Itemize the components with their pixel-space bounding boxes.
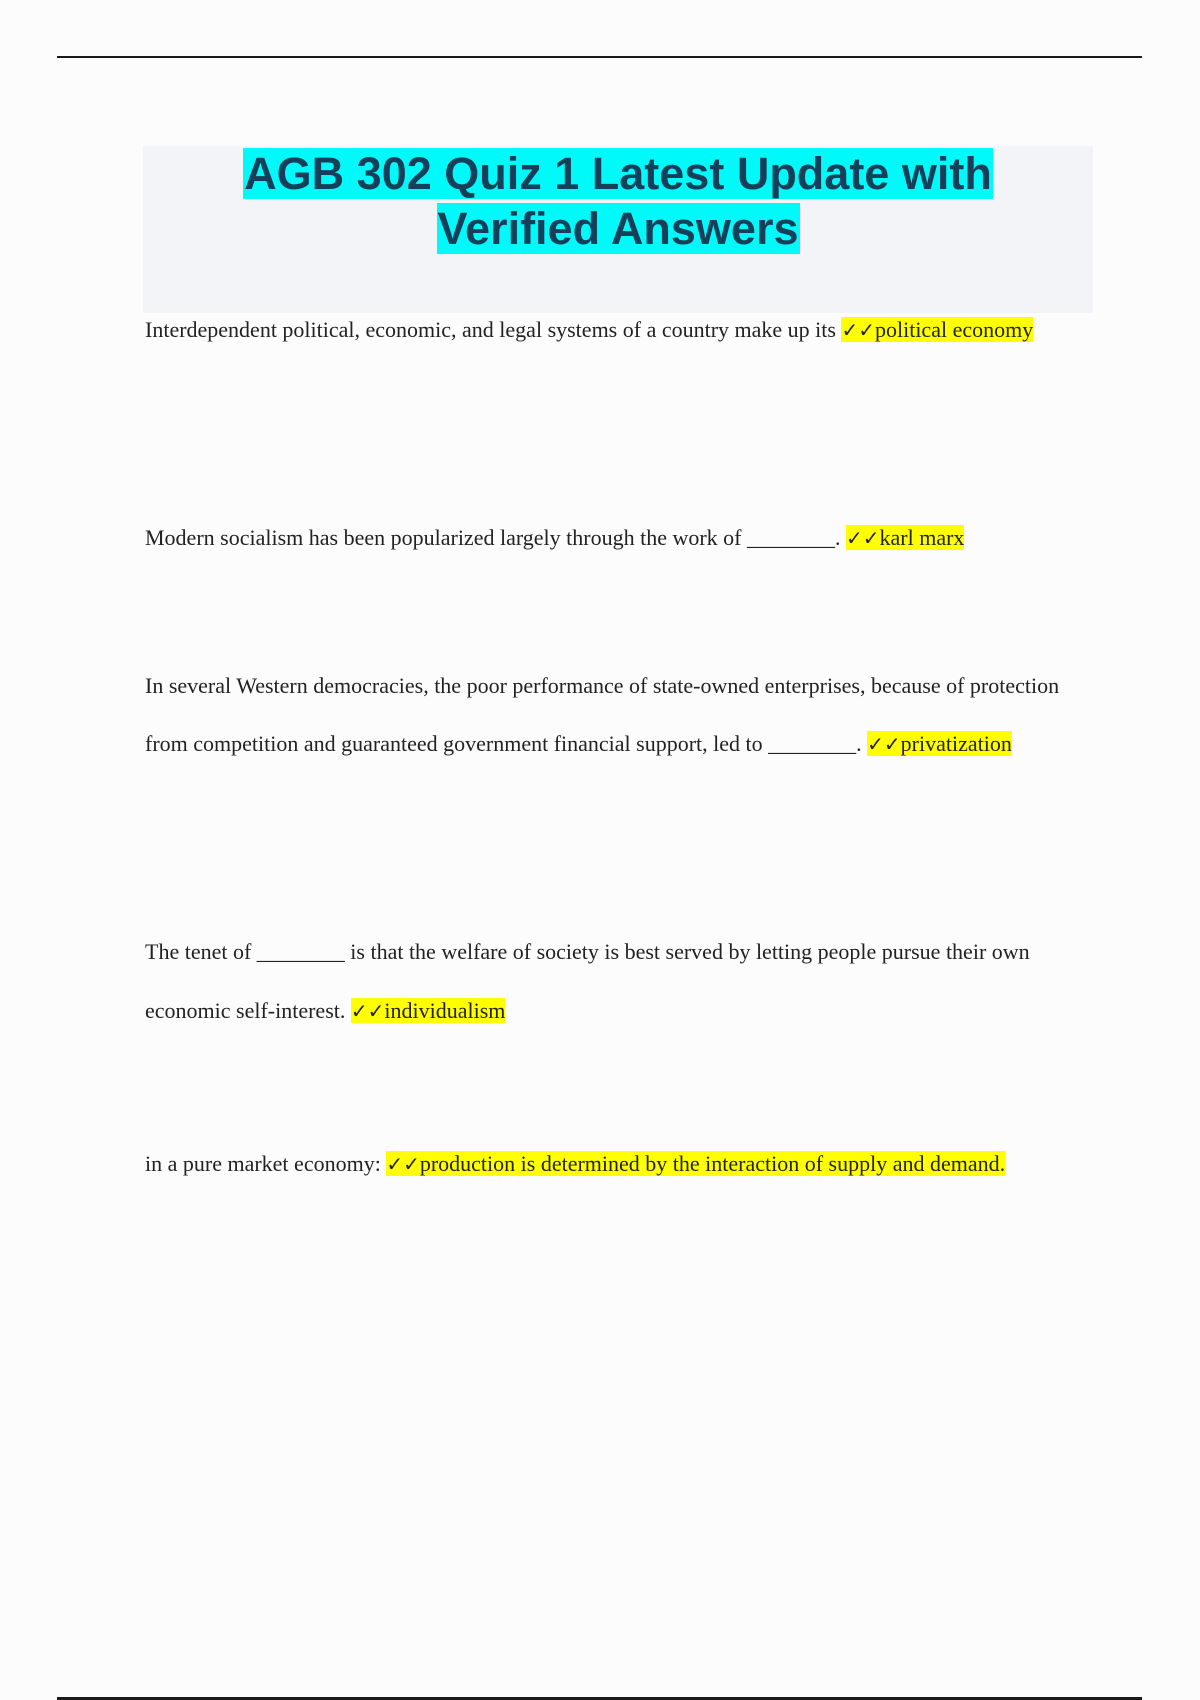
answer-text: privatization [900,731,1012,756]
question-text: In several Western democracies, the poor performance of state-owned enterprises, because of protection from competition and guaranteed government financial support, led to ________. [145,673,1060,756]
answer-highlight [846,525,964,550]
answer-text: production is determined by the interaction of supply and demand. [419,1151,1006,1176]
question-text: The tenet of ________ is that the welfare of society is best served by letting people pursue their own economic self-interest. [145,939,1030,1023]
question-text: Modern socialism has been popularized largely through the work of ________. [145,525,846,550]
question-text: in a pure market economy: [145,1151,387,1176]
qa-item-1 [145,300,1095,360]
title-line-1: AGB 302 Quiz 1 Latest Update with [244,148,992,199]
question-text: Interdependent political, economic, and legal systems of a country make up its [145,317,842,342]
double-check-icon: ✓✓ [846,526,880,550]
answer-text: political economy [874,317,1034,342]
top-rule [57,56,1142,58]
answer-text: karl marx [879,525,965,550]
answer-highlight [351,998,506,1023]
document-title [143,146,1093,256]
title-banner [143,146,1093,313]
qa-item-2 [145,508,1095,568]
double-check-icon: ✓✓ [386,1152,420,1176]
qa-item-4 [145,922,1095,1041]
double-check-icon: ✓✓ [867,732,901,756]
title-line-2: Verified Answers [437,203,799,254]
answer-highlight [386,1151,1005,1176]
answer-highlight [841,317,1033,342]
double-check-icon: ✓✓ [350,999,385,1023]
qa-item-5 [145,1134,1095,1194]
double-check-icon: ✓✓ [841,318,875,342]
answer-text: individualism [384,998,506,1023]
qa-item-3 [145,657,1095,773]
answer-highlight [867,731,1012,756]
